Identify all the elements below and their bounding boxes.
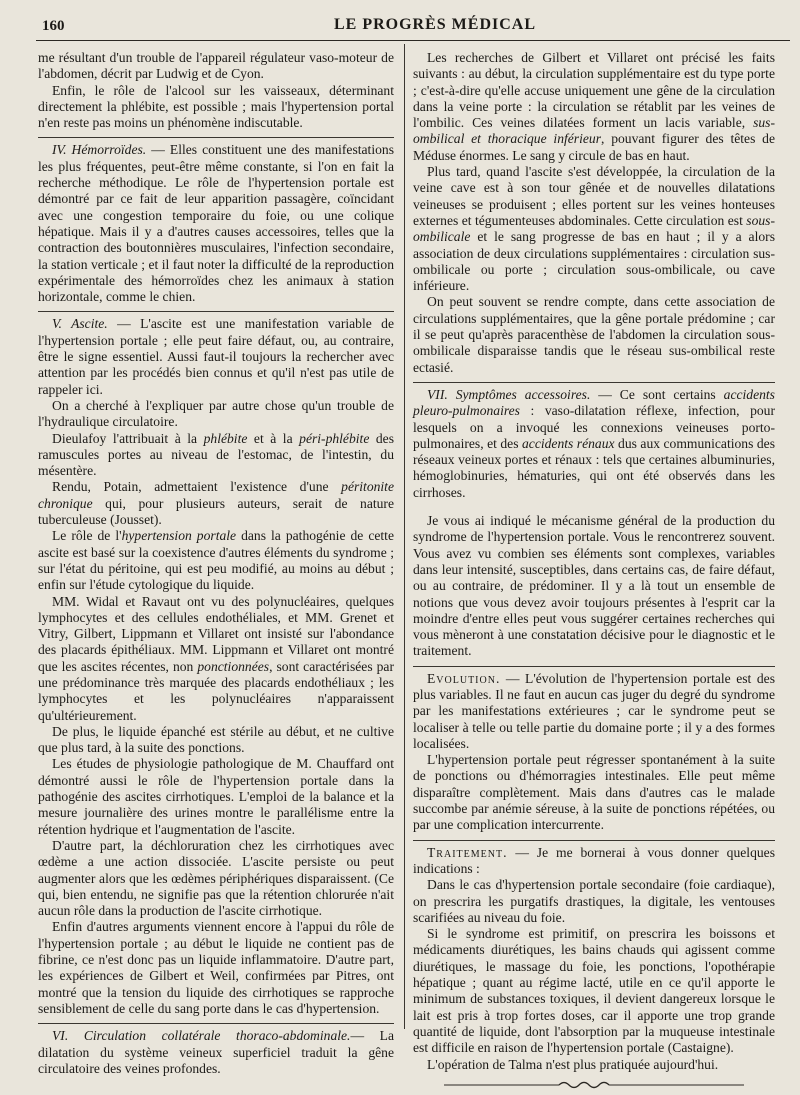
paragraph: De plus, le liquide épanché est stérile au début, et ne cultive que plus tard, à la suite des ponctions.: [38, 723, 394, 756]
paragraph: Enfin, le rôle de l'alcool sur les vaisseaux, déterminant directement la phlébite, est possible ; mais l'hypertension portal n'en reste pas moins un phénomène indiscutable.: [38, 82, 394, 131]
text: Plus tard, quand l'ascite s'est développée, la circulation de la veine cave est à son tour gênée et de nouvelles dilatations veineuses se produisent ; elles portent sur les veines honteuses externes et tégumenteuses abdominales. Cette circulation est: [413, 164, 775, 228]
paragraph-evolution: [413, 671, 775, 752]
text: , sont caractérisées par une prédominance très marquée des placards endothéliaux ; les lymphocytes et les polynucléaires n'apparaissent qu'ultérieurement.: [38, 658, 394, 723]
paragraph-text: — L'évolution de l'hypertension portale est des plus variables. Il ne faut en aucun cas juger du degré du syndrome par les manifestations extérieures ; car le syndrome peut se localiser à telle ou telle partie du domaine porte ; il y a des formes localisées.: [413, 670, 775, 751]
text: Les recherches de Gilbert et Villaret ont précisé les faits suivants : au début, la circulation supplémentaire est du type porte ; c'est-à-dire qu'elle accuse uniquement une gêne de la circulation dans la veine porte : la circulation se rétablit par les veines de l'ombilic. Ces veines dilatées forment un lacis variable,: [413, 50, 775, 131]
paragraph-text: — L'ascite est une manifestation variable de l'hypertension portale ; elle peut faire défaut, ou, au contraire, être le signe essentiel. Aussi faut-il toujours la rechercher avec attention par les procédés bien connus et qu'il n'est pas utile de rappeler ici.: [38, 316, 394, 397]
paragraph: [38, 479, 394, 528]
paragraph-hemorroides: [38, 142, 394, 305]
text: des ramuscules portes au niveau de l'estomac, de l'intestin, du mésentère.: [38, 430, 395, 479]
paragraph: [38, 431, 394, 480]
right-column: [413, 50, 775, 1095]
paragraph-text: — La dilatation du système veineux superficiel traduit la gêne circulatoire des veines profondes.: [38, 1028, 394, 1076]
left-column: [38, 50, 394, 1077]
paragraph: Je vous ai indiqué le mécanisme général de la production du syndrome de l'hypertension portale. Vous le rencontrerez souvent. Vous avez vu combien ses éléments sont complexes, variables dans leur intensité, susceptibles, dans certains cas, de faire défaut, ou au contraire, de prédominer. Il y a là tout un ensemble de notions que vous devez avoir toujours présentes à l'esprit car la moindre d'entre elles peut vous suggérer certaines recherches qui vous mèneront à une constatation décisive pour le diagnostic et le traitement.: [413, 513, 775, 659]
text: Rendu, Potain, admettaient l'existence d'une: [52, 479, 342, 495]
paragraph: D'autre part, la déchloruration chez les cirrhotiques avec œdème a une action dissociée. L'ascite persiste ou peut augmenter alors que les œdèmes périphériques disparaissent. (Ce qui, bien entendu, ne signifie pas que la rétention chlorurée n'ait aucun rôle dans la production de l'ascite cirrhotique.: [38, 837, 394, 919]
section-heading: V. Ascite.: [52, 316, 108, 332]
paragraph: me résultant d'un trouble de l'appareil régulateur vaso-moteur de l'abdomen, décrit par Ludwig et de Cyon.: [38, 50, 394, 82]
paragraph: L'opération de Talma n'est plus pratiquée aujourd'hui.: [427, 1056, 719, 1072]
text: dus aux communications des réseaux veineux portes et rénaux : tels que certaines albuminuries, hémoglobinuries, hématuries, qui ont été observés dans les cirrhoses.: [413, 435, 775, 500]
emphasis: hypertension portale: [121, 528, 237, 544]
paragraph: [413, 164, 775, 294]
text: Dieulafoy l'attribuait à la: [52, 430, 204, 446]
paragraph: [38, 528, 394, 593]
section-heading: VII. Symptômes accessoires.: [427, 386, 591, 402]
section-heading: IV. Hémorroïdes.: [52, 142, 147, 158]
paragraph: Dans le cas d'hypertension portale secondaire (foie cardiaque), on prescrira les purgatifs drastiques, la digitale, les ventouses scarifiées au niveau du foie.: [413, 877, 775, 925]
emphasis: sus-ombilical et thoracique inférieur: [413, 115, 775, 147]
paragraph-text: — Elles constituent une des manifestations les plus fréquentes, peut-être même constante, si l'on en fait la recherche méthodique. Le rôle de l'hypertension portale est démontré par ce fait de leur apparition passagère, coïncidant avec une congestion temporaire du foie, ou une colique hépatique. Mais il y a d'autres causes accessoires, telles que la contraction des boutonnières musculaires, l'infection secondaire, la station verticale ; et il faut noter la difficulté de la reproduction expérimentale des hémorroïdes chez les animaux à station horizontale, comme le chien.: [38, 142, 394, 305]
section-rule: [413, 840, 775, 841]
section-heading: Evolution.: [427, 670, 501, 686]
paragraph-symptomes: [413, 387, 775, 501]
paragraph: On peut souvent se rendre compte, dans cette association de circulations supplémentaires, que la gêne portale prédomine ; car il se peut qu'après paracenthèse de l'abdomen la circulation sous-ombilicale disparaisse tandis que le réseau sus-ombilical reste ectasié.: [413, 294, 775, 375]
paragraph-text: — Je me bornerai à vous donner quelques indications :: [413, 844, 775, 876]
header-rule: [36, 40, 790, 41]
text: et à la: [247, 430, 300, 446]
column-divider: [404, 44, 405, 1029]
section-rule: [38, 1023, 394, 1024]
running-title: LE PROGRÈS MÉDICAL: [333, 16, 537, 33]
text: et le sang progresse de bas en haut ; il y a alors association de deux circulations supplémentaires : circulation sus-ombilicale ou porte ; circulation sous-ombilicale, ou cave inférieure.: [413, 229, 775, 294]
paragraph: [38, 594, 394, 724]
section-heading: VI. Circulation collatérale thoraco-abdominale.: [52, 1028, 351, 1044]
text: — Ce sont certains: [590, 386, 724, 402]
emphasis: phlébite: [203, 430, 248, 446]
emphasis: ponctionnées: [197, 658, 270, 674]
text: MM. Widal et Ravaut ont vu des polynucléaires, quelques lymphocytes et des cellules endothéliales, et MM. Grenet et Vitry, Gilbert, Lippmann et Villaret ont insisté sur l'abondance des placards épithéliaux. MM. Lippmann et Villaret ont montré que les ascites récentes, non: [38, 593, 394, 674]
paragraph: [413, 50, 775, 164]
paragraph: Les études de physiologie pathologique de M. Chauffard ont démontré aussi le rôle de l'hypertension portale dans la pathogénie des ascites cirrhotiques. L'emploi de la balance et la mesure journalière des urines montre le parallélisme entre la rétention hydrique et l'augmentation de l'ascite.: [38, 756, 394, 837]
paragraph-traitement: [413, 845, 775, 878]
paragraph: L'hypertension portale peut régresser spontanément à la suite de ponctions ou d'hémorragies intestinales. Elle peut même disparaître complètement. Mais dans d'autres cas le malade succombe par anémie séreuse, à la suite de ponctions répétées, ou par une complication intercurrente.: [413, 752, 775, 833]
text: Le rôle de l': [52, 528, 122, 544]
section-rule: [413, 666, 775, 667]
emphasis: sous-ombilicale: [413, 212, 775, 245]
paragraph: Si le syndrome est primitif, on prescrira les boissons et médicaments diurétiques, les bains chauds qui agissent comme diurétiques, le massage du foie, les ponctions, l'opothérapie hépatique ; quant au régime lacté, utile en ce qu'il apporte le minimum de substances toxiques, il devient dangereux lorsque le lait est pris à trop fortes doses, car il apporte une trop grande quantité de liquide, dont l'absorption par la muqueuse intestinale est difficile en raison de l'hypertension portale (Castaigne).: [413, 926, 775, 1056]
text: : vaso-dilatation réflexe, infection, pour lesquels on a invoqué les connexions veineuses porto-pulmonaires, et des: [413, 403, 775, 451]
text: qui, pour plusieurs auteurs, serait de nature tuberculeuse (Jousset).: [38, 495, 394, 528]
paragraph-ascite: [38, 316, 394, 397]
emphasis: accidents rénaux: [521, 435, 615, 451]
text: , pouvant figurer des têtes de Méduse énormes. Le sang y circule de bas en haut.: [413, 131, 775, 163]
section-rule: [413, 382, 775, 383]
emphasis: péri-phlébite: [299, 430, 370, 446]
text: dans la pathogénie de cette ascite est basé sur la coexistence d'autres éléments du syndrome ; sur l'état du péritoine, qui est peu modifié, au moins au début ; enfin sur l'étude cytologique du liquide.: [38, 528, 394, 593]
emphasis: péritonite chronique: [38, 479, 394, 511]
end-ornament: [413, 1079, 775, 1095]
emphasis: accidents pleuro-pulmonaires: [413, 386, 775, 419]
page-number: 160: [42, 18, 65, 34]
section-rule: [38, 311, 394, 312]
paragraph: Enfin d'autres arguments viennent encore à l'appui du rôle de l'hypertension portale ; au début le liquide ne contient pas de fibrine, ce n'est donc pas un liquide inflammatoire. D'autre part, les expériences de Gilbert et Weil, confirmées par Pitres, ont montré que la tension du liquide des cirrhotiques se rapproche sensiblement de celle du sang porte dans le cas d'hypertension.: [38, 919, 394, 1016]
section-rule: [38, 137, 394, 138]
page-header: [0, 14, 800, 38]
section-heading: Traitement.: [427, 844, 508, 860]
ornament-line-icon: [444, 1079, 744, 1091]
paragraph: On a cherché à l'expliquer par autre chose qu'un trouble de l'hydraulique circulatoire.: [38, 397, 394, 430]
